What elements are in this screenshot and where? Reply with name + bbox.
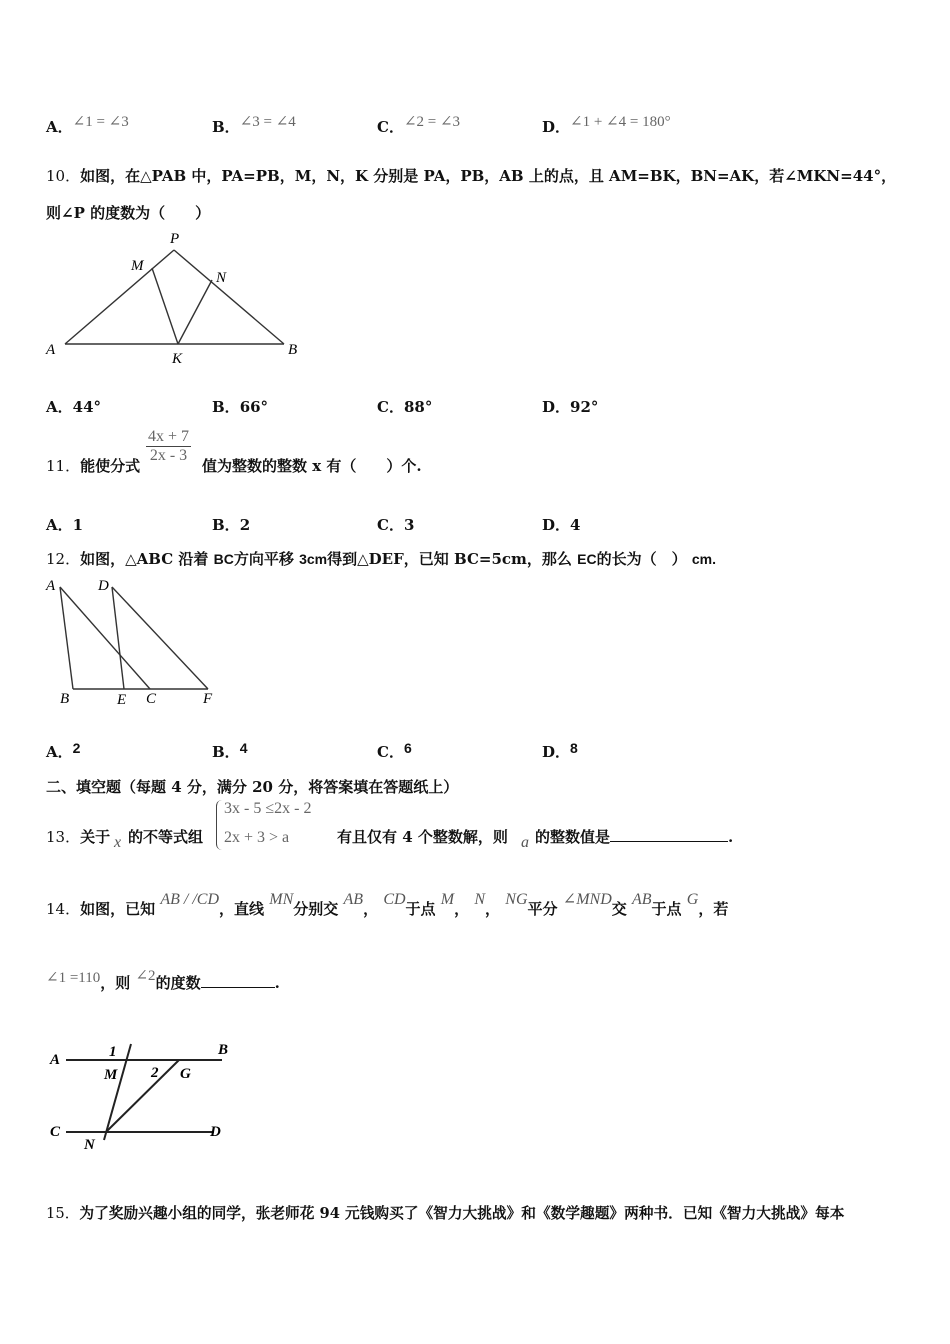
q10-triangle-figure: [40, 228, 302, 368]
q11-stem-prefix: 11．能使分式: [46, 457, 141, 475]
q14-stem-line1: 14．如图，已知 AB / /CD，直线 MN分别交 AB， CD于点 M， N， NG平分 ∠MND交 AB于点 G，若: [46, 891, 729, 918]
label-c: C: [50, 1124, 61, 1140]
q13-system-brace: [216, 800, 223, 850]
q9-option-a: A．∠1 = ∠3: [46, 114, 129, 136]
label-a: A: [46, 578, 56, 594]
label-g: G: [180, 1066, 191, 1082]
label-f: F: [203, 691, 213, 707]
label-a: A: [46, 342, 56, 358]
q13-stem-cont: 有且仅有 4 个整数解，则: [337, 828, 508, 846]
q12-option-d: D．8: [542, 740, 578, 761]
segment-ab: [60, 587, 73, 689]
label-p: P: [170, 231, 180, 247]
label-c: C: [146, 691, 157, 707]
segment-de: [112, 587, 124, 689]
fraction-denominator: 2x - 3: [149, 447, 188, 464]
label-b: B: [60, 691, 70, 707]
segment-kn: [178, 280, 212, 344]
q15-stem: 15．为了奖励兴趣小组的同学，张老师花 94 元钱购买了《智力大挑战》和《数学趣题》两种书．已知《智力大挑战》每本: [46, 1205, 845, 1222]
label-n: N: [84, 1137, 95, 1153]
q13-inequality-1: 3x - 5 ≤2x - 2: [224, 800, 312, 817]
q13-stem-start: 13．关于: [46, 828, 111, 846]
q9-option-c: C．∠2 = ∠3: [377, 114, 461, 136]
q10-stem-line1: 10．如图，在△PAB 中，PA=PB，M，N，K 分别是 PA，PB，AB 上的点，且 AM=BK，BN=AK，若∠MKN=44°，: [46, 167, 897, 185]
q10-option-a: A．44°: [46, 398, 102, 416]
label-d: D: [210, 1124, 221, 1140]
label-b: B: [218, 1042, 229, 1058]
q12-stem: 12．如图，△ABC 沿着 BC方向平移 3cm得到△DEF，已知 BC=5cm，那么 EC的长为（ ） cm.: [46, 550, 716, 568]
q13-stem-end: 的整数值是 .: [535, 828, 734, 846]
q13-answer-blank[interactable]: [610, 827, 728, 842]
label-e: E: [117, 692, 127, 708]
q14-answer-blank[interactable]: [201, 973, 275, 988]
segment-pa: [65, 250, 174, 344]
label-a: A: [50, 1052, 61, 1068]
q10-option-b: B．66°: [212, 398, 269, 416]
q11-stem-suffix: 值为整数的整数 x 有（ ）个.: [202, 457, 422, 475]
label-b: B: [288, 342, 298, 358]
q12-option-b: B．4: [212, 740, 248, 761]
q14-stem-line2: ∠1 =110，则 ∠2的度数 .: [46, 968, 280, 992]
label-angle-2: 2: [151, 1065, 159, 1081]
q13-inequality-2: 2x + 3 > a: [224, 829, 290, 846]
q12-option-c: C．6: [377, 740, 412, 761]
q11-option-d: D．4: [542, 516, 581, 534]
q11-fraction: [146, 428, 191, 465]
segment-df: [112, 587, 208, 689]
q10-option-d: D．92°: [542, 398, 599, 416]
fraction-numerator: 4x + 7: [148, 428, 190, 445]
q10-stem-line2: 则∠P 的度数为（ ）: [46, 204, 211, 222]
segment-ac: [60, 587, 150, 689]
q9-option-b: B．∠3 = ∠4: [212, 114, 296, 136]
label-angle-1: 1: [109, 1044, 117, 1060]
segment-pb: [174, 250, 284, 344]
label-m: M: [131, 258, 144, 274]
q10-option-c: C．88°: [377, 398, 433, 416]
q11-option-c: C．3: [377, 516, 415, 534]
q11-option-a: A．1: [46, 516, 84, 534]
label-d: D: [98, 578, 109, 594]
q12-option-a: A．2: [46, 740, 81, 761]
q13-var-x: x: [114, 834, 122, 851]
label-m: M: [104, 1067, 118, 1083]
q13-var-a: a: [521, 834, 529, 851]
label-k: K: [172, 351, 183, 367]
q11-option-b: B．2: [212, 516, 251, 534]
q12-translation-figure: [40, 574, 230, 710]
label-n: N: [216, 270, 227, 286]
section-heading: 二、填空题（每题 4 分，满分 20 分，将答案填在答题纸上）: [46, 778, 459, 796]
q9-option-d: D．∠1 + ∠4 = 180°: [542, 114, 671, 136]
q13-stem-mid: 的不等式组: [128, 828, 204, 846]
q14-parallel-lines-figure: [44, 1030, 244, 1160]
segment-mk: [152, 268, 178, 344]
